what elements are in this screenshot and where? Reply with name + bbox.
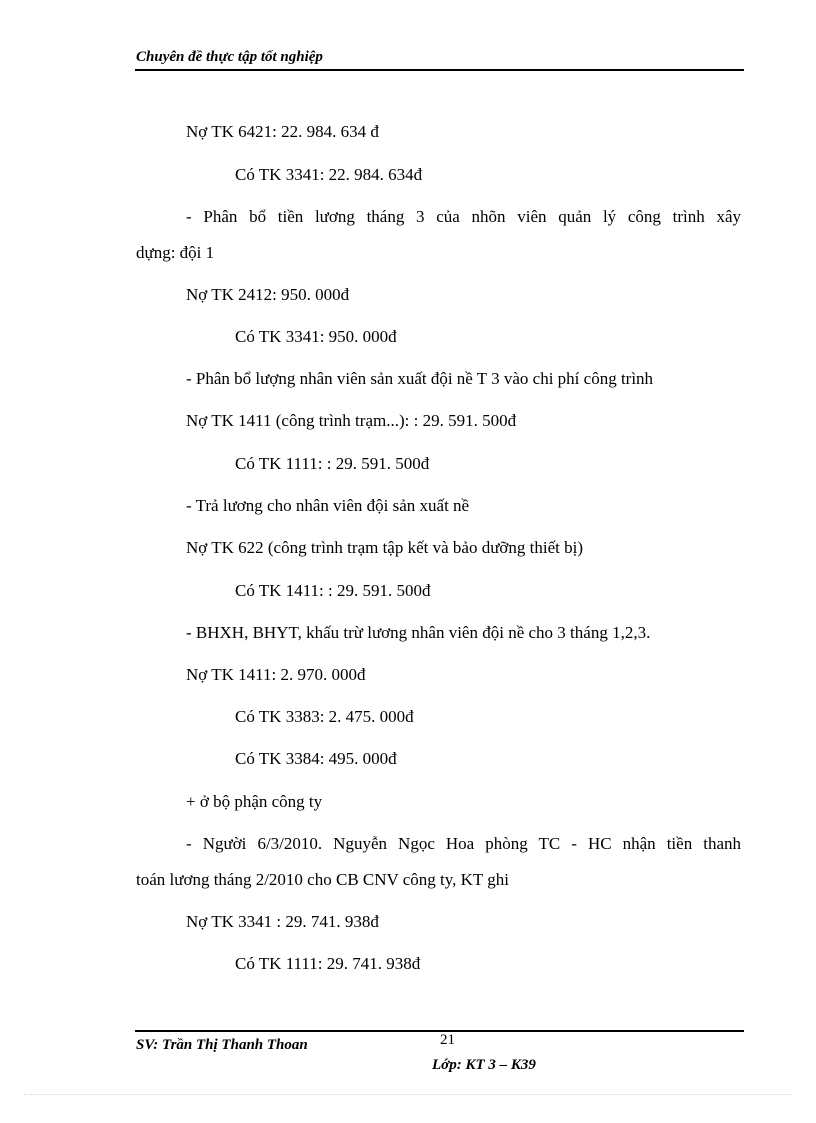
text-line: - Trả lương cho nhân viên đội sản xuất nề bbox=[186, 496, 470, 515]
text-line: Nợ TK 3341 : 29. 741. 938đ bbox=[186, 912, 379, 931]
text-line: Có TK 3341: 950. 000đ bbox=[235, 327, 397, 346]
text-line: Nợ TK 1411 (công trình trạm...): : 29. 591. 500đ bbox=[186, 411, 517, 430]
text-line: Nợ TK 6421: 22. 984. 634 đ bbox=[186, 122, 379, 141]
text-line: Có TK 1411: : 29. 591. 500đ bbox=[235, 581, 431, 600]
text-line: Nợ TK 2412: 950. 000đ bbox=[186, 285, 350, 304]
text-line: toán lương tháng 2/2010 cho CB CNV công ty, KT ghi bbox=[136, 870, 509, 889]
text-line: Nợ TK 1411: 2. 970. 000đ bbox=[186, 665, 366, 684]
page-bottom-border bbox=[24, 1094, 792, 1095]
text-line: Có TK 3384: 495. 000đ bbox=[235, 749, 397, 768]
text-line: - BHXH, BHYT, khấu trừ lương nhân viên đội nề cho 3 tháng 1,2,3. bbox=[186, 623, 651, 642]
text-line: - Người 6/3/2010. Nguyễn Ngọc Hoa phòng TC - HC nhận tiền thanh bbox=[186, 834, 741, 853]
page-number: 21 bbox=[440, 1032, 455, 1048]
header-title: Chuyên đề thực tập tốt nghiệp bbox=[136, 49, 323, 65]
text-line: Có TK 1111: : 29. 591. 500đ bbox=[235, 454, 430, 473]
text-line: - Phân bổ lượng nhân viên sản xuất đội nề T 3 vào chi phí công trình bbox=[186, 369, 654, 388]
class-label: Lớp: KT 3 – K39 bbox=[432, 1057, 536, 1073]
text-line: Nợ TK 622 (công trình trạm tập kết và bảo dưỡng thiết bị) bbox=[186, 538, 584, 557]
header-divider bbox=[135, 69, 744, 71]
text-line: Có TK 3341: 22. 984. 634đ bbox=[235, 165, 423, 184]
student-name: SV: Trần Thị Thanh Thoan bbox=[136, 1037, 308, 1053]
text-line: Có TK 1111: 29. 741. 938đ bbox=[235, 954, 421, 973]
text-line: - Phân bổ tiền lương tháng 3 của nhõn viên quản lý công trình xây bbox=[186, 207, 741, 226]
text-line: + ở bộ phận công ty bbox=[186, 792, 323, 811]
text-line: Có TK 3383: 2. 475. 000đ bbox=[235, 707, 414, 726]
text-line: dựng: đội 1 bbox=[136, 243, 215, 262]
